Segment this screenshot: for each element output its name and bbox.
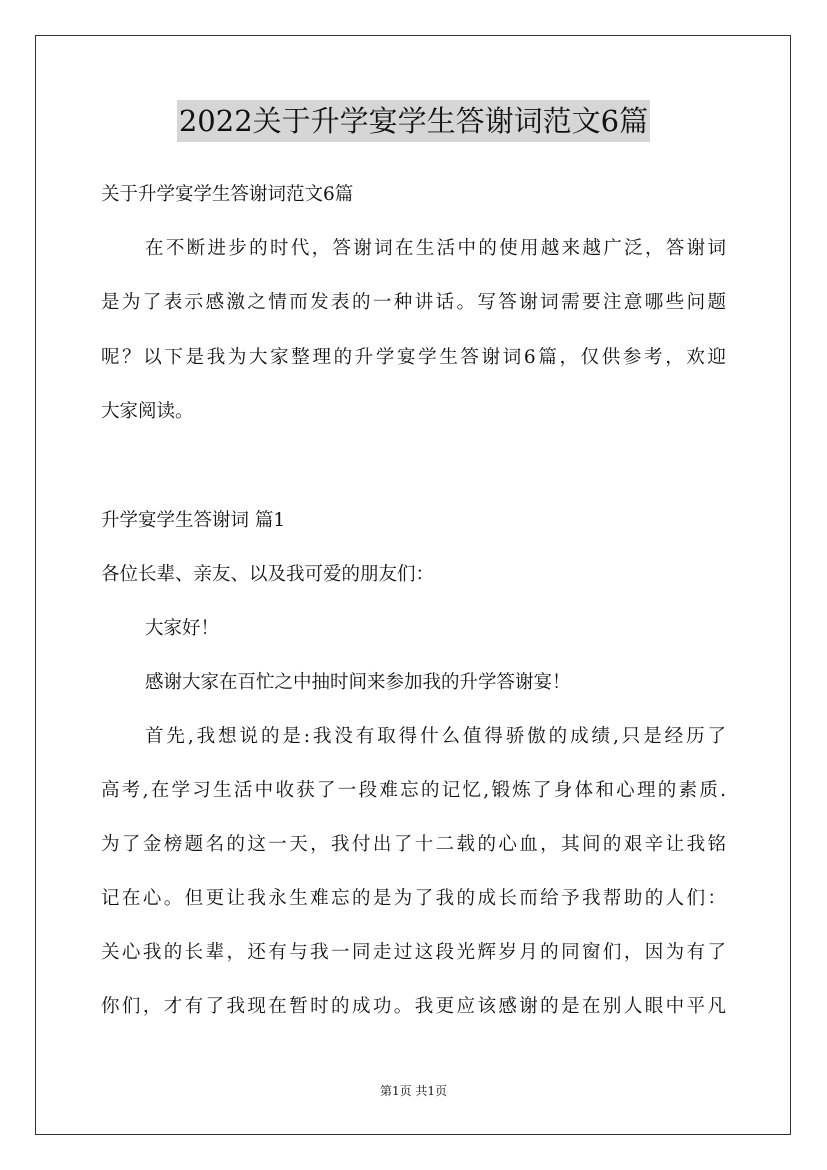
section-heading: 升学宴学生答谢词 篇1 (101, 510, 286, 531)
intro-line-1: 在不断进步的时代，答谢词在生活中的使用越来越广泛，答谢词 (145, 238, 726, 259)
page-footer: 第1页 共1页 (379, 1084, 448, 1098)
body-line-5: 关心我的长辈，还有与我一同走过这段光辉岁月的同窗们，因为有了 (101, 942, 726, 963)
intro-line-3: 呢？以下是我为大家整理的升学宴学生答谢词6篇，仅供参考，欢迎 (101, 347, 726, 368)
intro-line-2: 是为了表示感激之情而发表的一种讲话。写答谢词需要注意哪些问题 (101, 292, 726, 313)
body-line-6: 你们，才有了我现在暂时的成功。我更应该感谢的是在别人眼中平凡 (101, 996, 726, 1017)
document-subtitle: 关于升学宴学生答谢词范文6篇 (101, 184, 354, 205)
document-title: 2022关于升学宴学生答谢词范文6篇 (177, 100, 650, 142)
title-container (0, 100, 827, 142)
body-line-3: 为了金榜题名的这一天，我付出了十二载的心血，其间的艰辛让我铭 (101, 834, 726, 855)
body-line-2: 高考,在学习生活中收获了一段难忘的记忆,锻炼了身体和心理的素质. (101, 780, 726, 801)
salutation: 各位长辈、亲友、以及我可爱的朋友们： (101, 564, 435, 585)
greeting: 大家好！ (145, 618, 220, 639)
body-line-4: 记在心。但更让我永生难忘的是为了我的成长而给予我帮助的人们： (101, 888, 726, 909)
thanks-line: 感谢大家在百忙之中抽时间来参加我的升学答谢宴！ (145, 672, 571, 693)
body-line-1: 首先,我想说的是:我没有取得什么值得骄傲的成绩,只是经历了 (145, 726, 726, 747)
intro-line-4: 大家阅读。 (101, 401, 194, 422)
